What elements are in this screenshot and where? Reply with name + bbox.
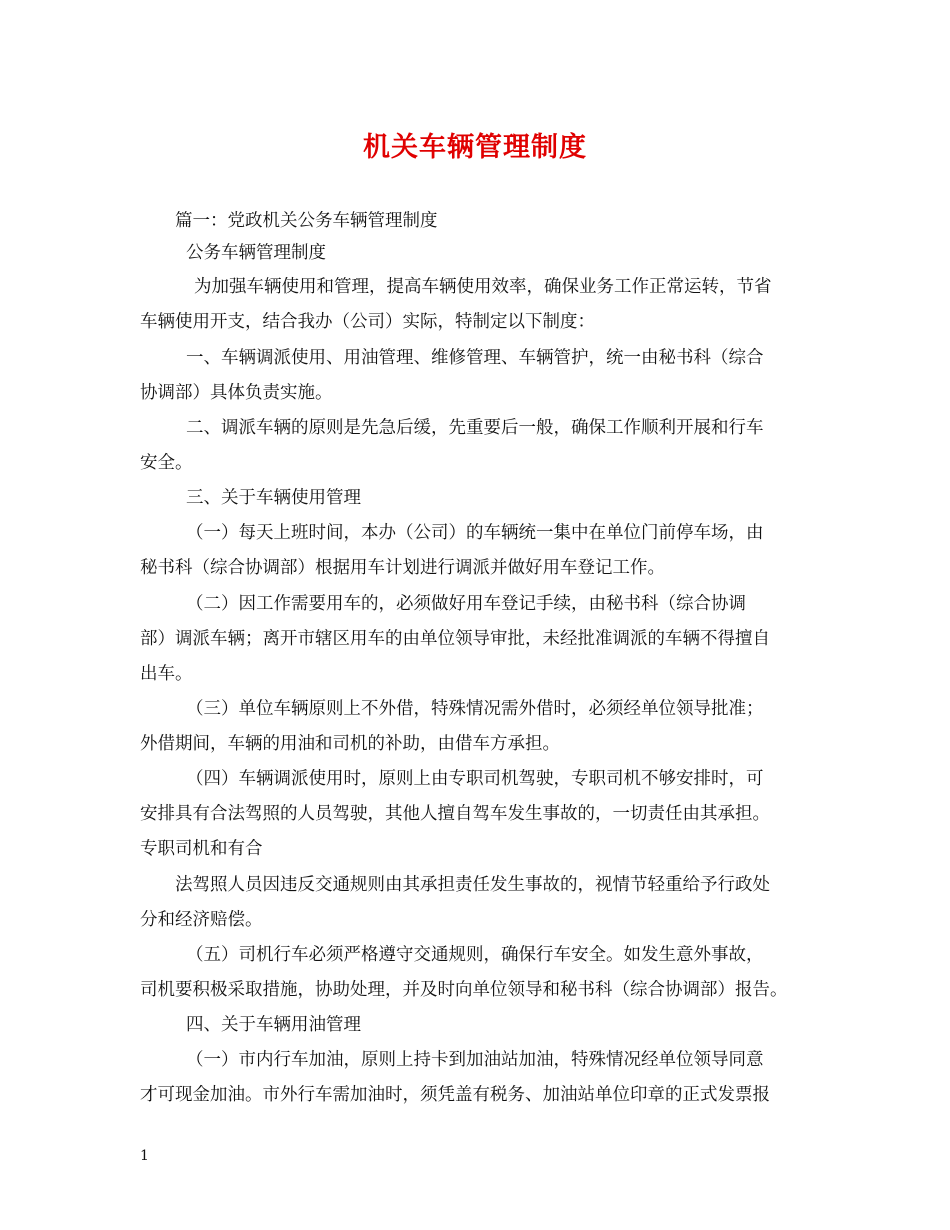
text-line: 车辆使用开支，结合我办（公司）实际，特制定以下制度： [140, 312, 595, 332]
text-line: 四、关于车辆用油管理 [186, 1015, 361, 1035]
text-line: （五）司机行车必须严格遵守交通规则，确保行车安全。如发生意外事故， [186, 945, 764, 965]
text-line: 安排具有合法驾照的人员驾驶，其他人擅自驾车发生事故的，一切责任由其承担。 [140, 804, 770, 824]
text-line: 协调部）具体负责实施。 [140, 383, 333, 403]
text-line: 法驾照人员因违反交通规则由其承担责任发生事故的，视情节轻重给予行政处 [175, 875, 770, 895]
text-line: （三）单位车辆原则上不外借，特殊情况需外借时，必须经单位领导批准； [186, 699, 764, 719]
text-line: 出车。 [140, 664, 193, 684]
text-line: 外借期间，车辆的用油和司机的补助，由借车方承担。 [140, 734, 560, 754]
page-number: 1 [140, 1148, 149, 1164]
text-line: 三、关于车辆使用管理 [186, 488, 361, 508]
document-title: 机关车辆管理制度 [363, 132, 587, 163]
text-line: 部）调派车辆；离开市辖区用车的由单位领导审批，未经批准调派的车辆不得擅自 [140, 629, 770, 649]
text-line: 才可现金加油。市外行车需加油时，须凭盖有税务、加油站单位印章的正式发票报 [140, 1085, 770, 1105]
text-line: （二）因工作需要用车的，必须做好用车登记手续，由秘书科（综合协调 [186, 594, 746, 614]
text-line: 一、车辆调派使用、用油管理、维修管理、车辆管护，统一由秘书科（综合 [186, 348, 764, 368]
text-line: 公务车辆管理制度 [186, 243, 326, 263]
text-line: 安全。 [140, 453, 193, 473]
text-line: 司机要积极采取措施，协助处理，并及时向单位领导和秘书科（综合协调部）报告。 [140, 980, 788, 1000]
text-line: 分和经济赔偿。 [140, 910, 263, 930]
text-line: 篇一：党政机关公务车辆管理制度 [175, 211, 438, 231]
text-line: 专职司机和有合 [140, 839, 263, 859]
text-line: 二、调派车辆的原则是先急后缓，先重要后一般，确保工作顺利开展和行车 [186, 418, 764, 438]
text-line: 为加强车辆使用和管理，提高车辆使用效率，确保业务工作正常运转，节省 [194, 277, 772, 297]
text-line: （一）市内行车加油，原则上持卡到加油站加油，特殊情况经单位领导同意 [186, 1050, 764, 1070]
text-line: 秘书科（综合协调部）根据用车计划进行调派并做好用车登记工作。 [140, 558, 665, 578]
text-line: （一）每天上班时间，本办（公司）的车辆统一集中在单位门前停车场，由 [186, 523, 764, 543]
text-line: （四）车辆调派使用时，原则上由专职司机驾驶，专职司机不够安排时，可 [186, 769, 764, 789]
